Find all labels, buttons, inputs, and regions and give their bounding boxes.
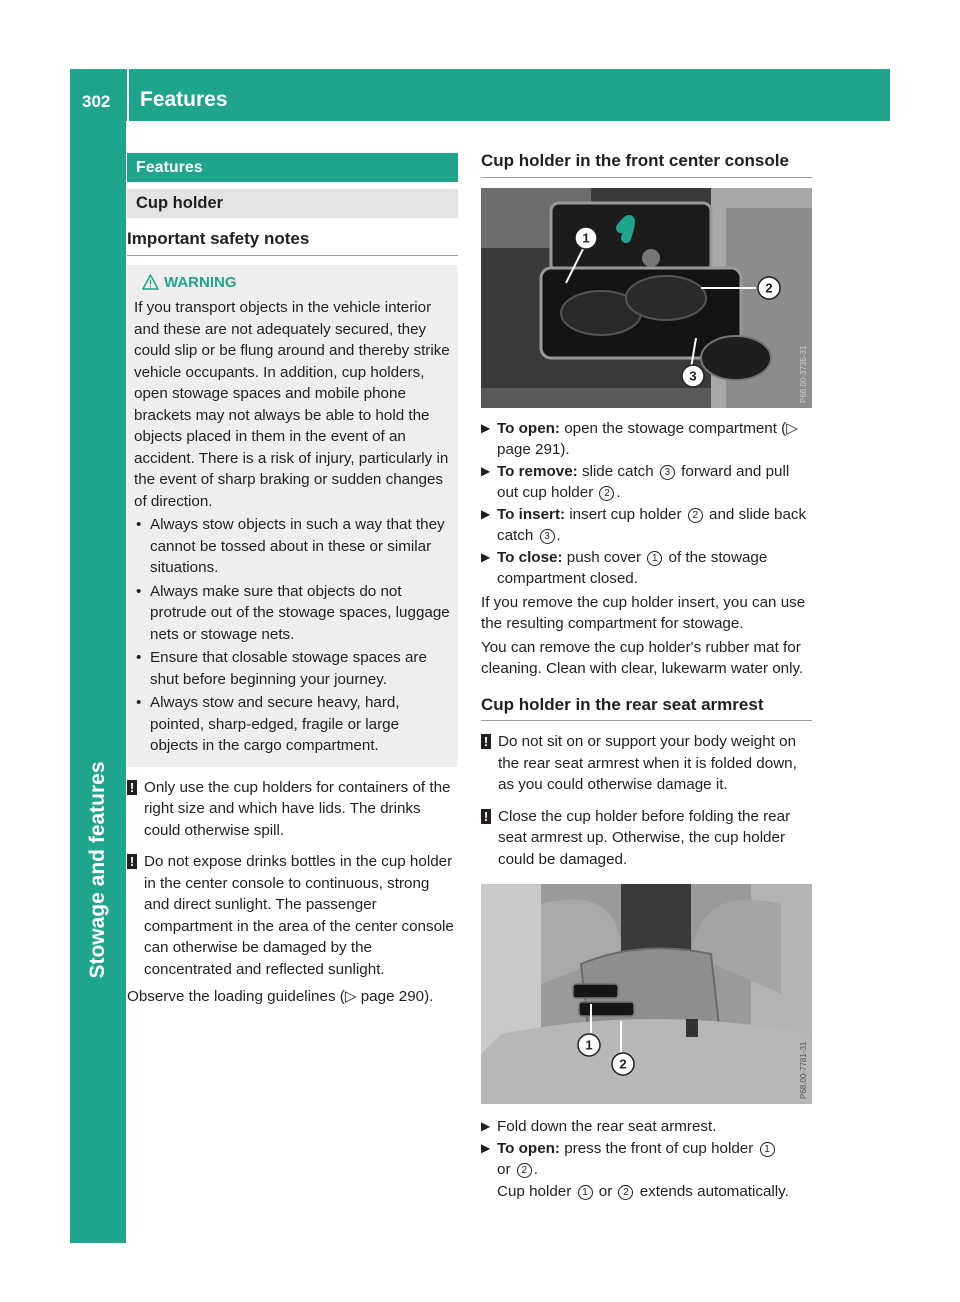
callout-number: 1 bbox=[760, 1142, 775, 1157]
page-ref-link[interactable]: page 290). bbox=[356, 988, 434, 1005]
caution-note: ! Close the cup holder before folding the rear seat armrest up. Otherwise, the cup holder could be damaged. bbox=[481, 806, 812, 871]
warning-bullet: • Always make sure that objects do not protrude out of the stowage spaces, luggage nets or stowage nets. bbox=[136, 582, 450, 643]
callout-number: 2 bbox=[688, 508, 703, 523]
warning-header bbox=[134, 272, 450, 294]
callout-number: 1 bbox=[647, 551, 662, 566]
caution-note: ! Only use the cup holders for containers of the right size and which have lids. The drinks could otherwise spill. bbox=[127, 777, 458, 842]
front-steps bbox=[481, 418, 812, 590]
warning-bullet: • Always stow and secure heavy, hard, pointed, sharp-edged, fragile or large objects in the cargo compartment. bbox=[136, 694, 400, 754]
warning-triangle-icon bbox=[142, 274, 159, 290]
stowage-paragraph: If you remove the cup holder insert, you can use the resulting compartment for stowage. bbox=[481, 593, 806, 632]
section-bar: Features bbox=[127, 153, 458, 182]
left-column bbox=[127, 153, 458, 1008]
front-console-figure bbox=[481, 188, 812, 408]
step-open-rear: ▶ To open: press the front of cup holder 1 or 2 . Cup holder 1 or 2 extends automatically. bbox=[481, 1139, 789, 1200]
callout-number: 2 bbox=[618, 1185, 633, 1200]
step-fold-down: ▶ Fold down the rear seat armrest. bbox=[481, 1116, 812, 1138]
step-insert: ▶ To insert: insert cup holder 2 and slide back catch 3 . bbox=[481, 505, 807, 544]
step-arrow-icon: ▶ bbox=[481, 549, 491, 564]
callout-number: 2 bbox=[599, 486, 614, 501]
side-tab-label: Stowage and features bbox=[86, 761, 109, 979]
step-open: ▶ To open: open the stowage compartment (▷ page 291). bbox=[481, 419, 798, 458]
svg-text:1: 1 bbox=[585, 1037, 593, 1053]
warning-box bbox=[127, 265, 458, 767]
warning-bullet: • Always stow objects in such a way that they cannot be tossed about in these or similar situations. bbox=[136, 516, 445, 576]
svg-text:3: 3 bbox=[689, 368, 697, 383]
rear-armrest-heading: Cup holder in the rear seat armrest bbox=[481, 694, 812, 722]
rear-steps bbox=[481, 1116, 812, 1202]
step-arrow-icon: ▶ bbox=[481, 1140, 491, 1155]
exclamation-icon: ! bbox=[127, 780, 137, 795]
warning-bullet: • Ensure that closable stowage spaces are shut before beginning your journey. bbox=[136, 649, 427, 688]
figure-code: P68.00-7781-31 bbox=[799, 1041, 808, 1099]
rear-armrest-figure bbox=[481, 884, 812, 1104]
exclamation-icon: ! bbox=[481, 734, 491, 749]
page-ref-arrow-icon: ▷ bbox=[786, 419, 798, 437]
exclamation-icon: ! bbox=[127, 854, 137, 869]
step-arrow-icon: ▶ bbox=[481, 1119, 491, 1133]
callout-number: 3 bbox=[660, 465, 675, 480]
step-remove: ▶ To remove: slide catch 3 forward and pull out cup holder 2 . bbox=[481, 462, 790, 501]
page-ref-arrow-icon: ▷ bbox=[344, 988, 357, 1005]
loading-guidelines-ref: Observe the loading guidelines (▷ page 290). bbox=[127, 988, 434, 1005]
safety-heading: Important safety notes bbox=[127, 228, 458, 256]
cleaning-paragraph: You can remove the cup holder's rubber mat for cleaning. Clean with clear, lukewarm water only. bbox=[481, 638, 804, 677]
side-tab-end bbox=[70, 1235, 126, 1243]
right-column bbox=[481, 150, 812, 1202]
header-divider bbox=[127, 69, 129, 121]
figure-code: P68.00-3735-31 bbox=[799, 345, 808, 403]
page-number: 302 bbox=[82, 92, 111, 111]
caution-note: ! Do not expose drinks bottles in the cup holder in the center console to continuous, strong and direct sunlight. The passenger compartment in the area of the center console can otherwise be damaged by the concentrated and reflected sunlight. bbox=[127, 851, 458, 980]
warning-text: If you transport objects in the vehicle interior and these are not adequately secured, they could slip or be flung around and thereby strike vehicle occupants. In addition, cup holders, open stowage spaces and mobile phone brackets may not always be able to hold the objects placed in them in the event of an accident. There is a risk of injury, particularly in the event of sharp braking or sudden changes of direction. bbox=[134, 299, 450, 510]
svg-text:2: 2 bbox=[765, 280, 773, 295]
callout-number: 2 bbox=[517, 1163, 532, 1178]
step-arrow-icon: ▶ bbox=[481, 463, 491, 478]
callout-number: 1 bbox=[578, 1185, 593, 1200]
exclamation-icon: ! bbox=[481, 809, 491, 824]
caution-note: ! Do not sit on or support your body weight on the rear seat armrest when it is folded down, as you could otherwise damage it. bbox=[481, 731, 812, 796]
svg-text:2: 2 bbox=[619, 1056, 627, 1072]
step-arrow-icon: ▶ bbox=[481, 420, 491, 435]
step-arrow-icon: ▶ bbox=[481, 506, 491, 521]
callout-number: 3 bbox=[540, 529, 555, 544]
step-close: ▶ To close: push cover 1 of the stowage compartment closed. bbox=[481, 548, 768, 587]
subsection-bar: Cup holder bbox=[127, 189, 458, 218]
page-ref-link[interactable]: page 291). bbox=[497, 441, 570, 458]
front-console-heading: Cup holder in the front center console bbox=[481, 150, 812, 178]
side-tab bbox=[70, 121, 126, 1242]
warning-label: WARNING bbox=[164, 273, 237, 291]
page-title: Features bbox=[140, 88, 228, 111]
svg-text:1: 1 bbox=[582, 230, 590, 245]
